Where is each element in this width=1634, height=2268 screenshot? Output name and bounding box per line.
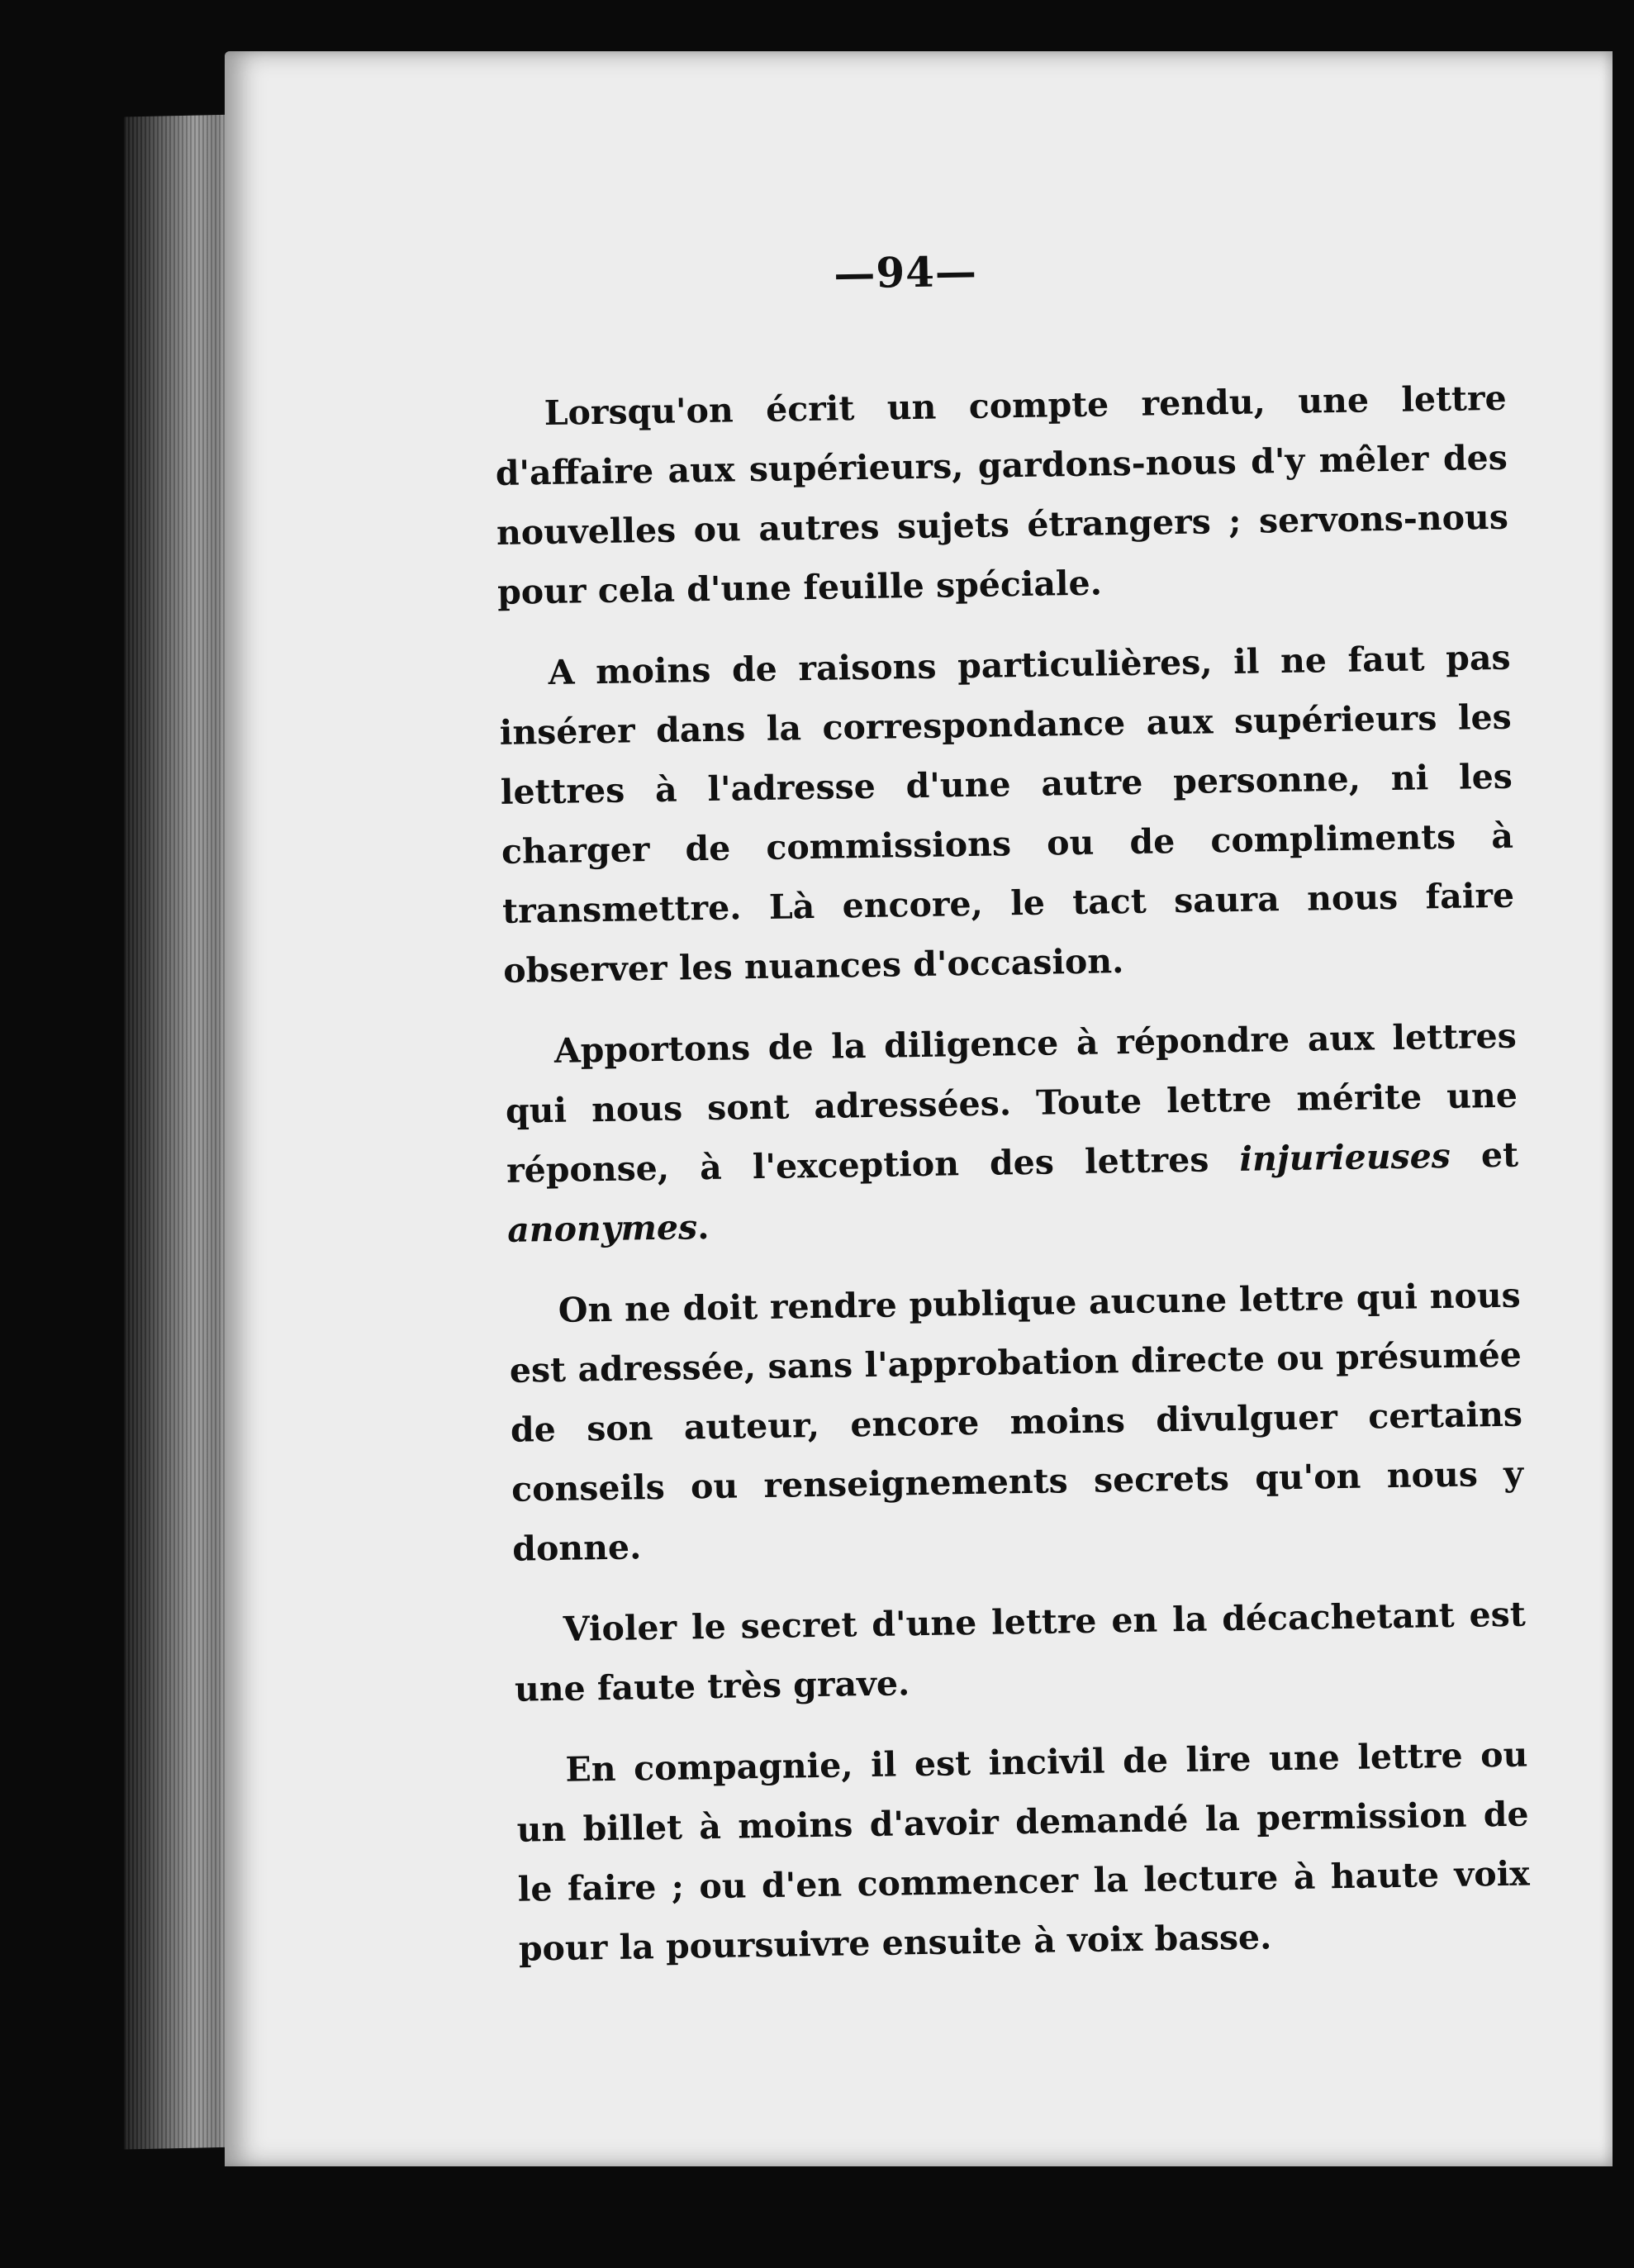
page-sheet	[225, 51, 1613, 2166]
text-region	[208, 40, 1629, 2177]
paragraph-5: Violer le secret d'une lettre en la décachetant est une faute très grave.	[514, 1594, 1527, 1709]
paragraph-2: A moins de raisons particulières, il ne faut pas insérer dans la correspondance aux supérieurs les lettres à l'adresse d'une autre personne, ni les charger de commissions ou de compliments à transmettre. Là encore, le tact saura nous faire observer les nuances d'occasion.	[499, 637, 1515, 991]
body-text	[494, 368, 1532, 2000]
italic-word-anonymes: anonymes	[506, 1207, 698, 1250]
paragraph-3-text-middle: et	[1450, 1134, 1519, 1176]
paragraph-4: On ne doit rendre publique aucune lettre qui nous est adressée, sans l'approbation directe ou présumée de son auteur, encore moins divulguer certains conseils ou renseignements secrets qu'on nous y donne.	[509, 1275, 1524, 1569]
paragraph-3-text-before: Apportons de la diligence à répondre aux lettres qui nous sont adressées. Toute lettre mérite une réponse, à l'exception des lettres	[505, 1015, 1518, 1191]
page-number: —94—	[833, 246, 978, 298]
page-right-edge	[1613, 74, 1621, 2074]
paragraph-3	[504, 1006, 1519, 1260]
paragraph-3-text-after: .	[696, 1207, 710, 1248]
paragraph-1: Lorsqu'on écrit un compte rendu, une lettre d'affaire aux supérieurs, gardons-nous d'y mêler des nouvelles ou autres sujets étrangers ; servons-nous pour cela d'une feuille spéciale.	[495, 378, 1509, 612]
paragraph-6: En compagnie, il est incivil de lire une lettre ou un billet à moins d'avoir demandé la permission de le faire ; ou d'en commencer la lecture à haute voix pour la poursuivre ensuite à voix basse.	[516, 1734, 1531, 1969]
italic-word-injurieuses: injurieuses	[1239, 1135, 1451, 1179]
